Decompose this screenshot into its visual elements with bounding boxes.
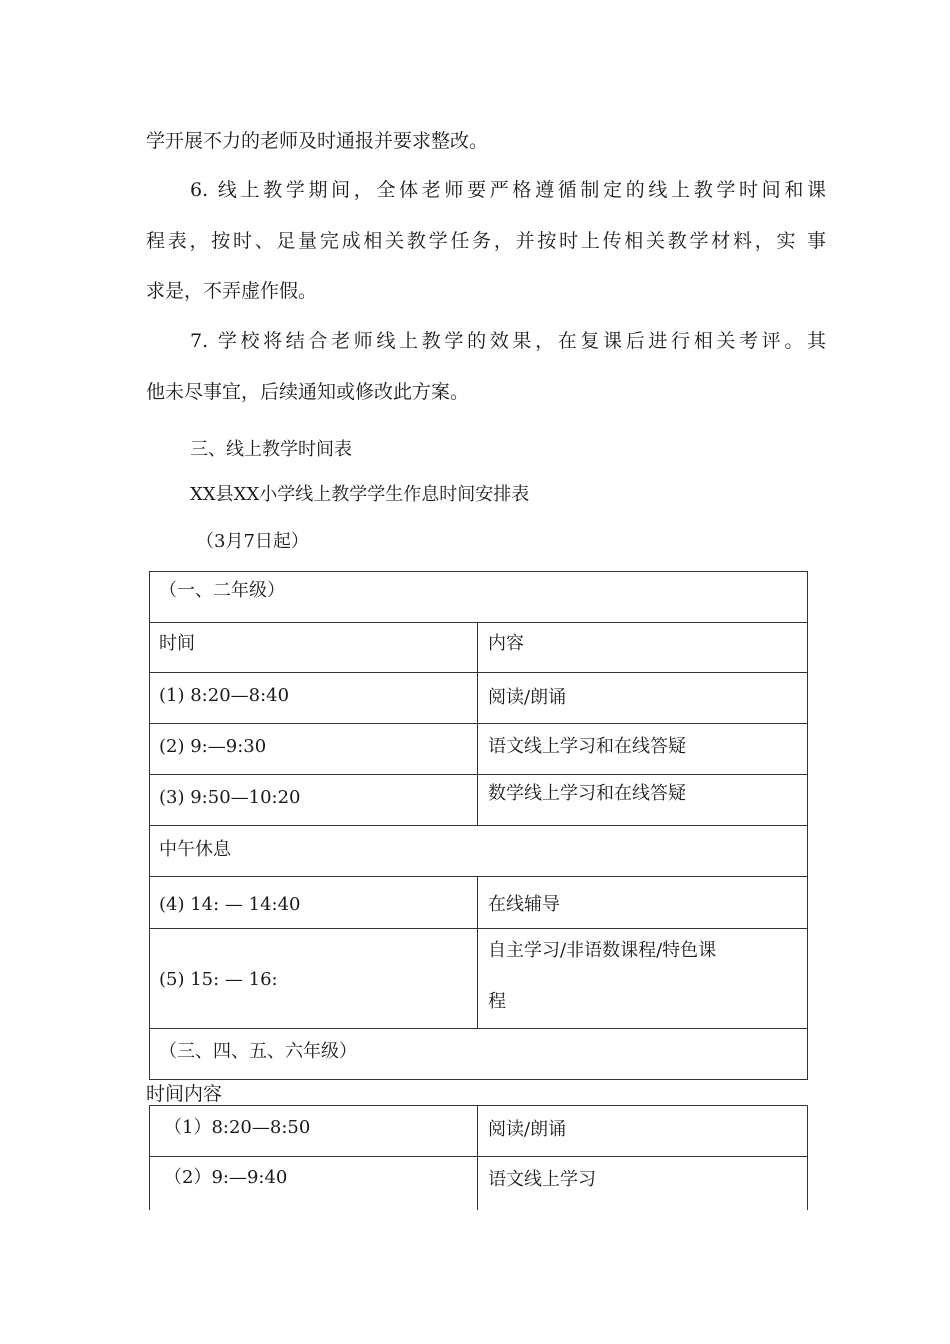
table-cell-time: (4) 14: — 14:40 [159, 894, 301, 915]
table-cell-content: 语文线上学习 [488, 1169, 596, 1190]
paragraph-line: 他未尽事宜，后续通知或修改此方案。 [146, 381, 470, 403]
table-cell-time: (5) 15: — 16: [159, 969, 278, 990]
date-note: （3月7日起） [196, 531, 309, 552]
paragraph-line: 7. 学校将结合老师线上教学的效果，在复课后进行相关考评。其 [190, 330, 826, 352]
table-cell-content: 数学线上学习和在线答疑 [488, 783, 686, 804]
noon-break-row: 中午休息 [159, 839, 231, 860]
group-header-grade-1-2: （一、二年级） [159, 580, 285, 601]
column-header-content: 内容 [488, 633, 524, 654]
table-title: XX县XX小学线上教学学生作息时间安排表 [190, 484, 530, 505]
table-cell-content: 阅读/朗诵 [488, 1119, 567, 1140]
section-heading: 三、线上教学时间表 [190, 439, 352, 460]
table-cell-time: (1) 8:20—8:40 [159, 685, 290, 706]
paragraph-line: 程表，按时、足量完成相关教学任务，并按时上传相关教学材料，实 事 [146, 230, 826, 252]
table-cell-content: 阅读/朗诵 [488, 687, 567, 708]
table-cell-content: 程 [488, 991, 506, 1012]
table-cell-time: （1）8:20—8:50 [164, 1117, 311, 1138]
paragraph-line: 6. 线上教学期间，全体老师要严格遵循制定的线上教学时间和课 [190, 179, 826, 201]
table-cell-time: (2) 9:—9:30 [159, 736, 267, 757]
column-header-time: 时间 [159, 633, 195, 654]
table-cell-time: (3) 9:50—10:20 [159, 787, 301, 808]
table-cell-time: （2）9:—9:40 [164, 1167, 288, 1188]
paragraph-line: 求是，不弄虚作假。 [146, 280, 318, 302]
table-cell-content: 在线辅导 [488, 894, 560, 915]
table-cell-content: 语文线上学习和在线答疑 [488, 736, 686, 757]
group-header-grade-3-6: （三、四、五、六年级） [159, 1041, 357, 1062]
paragraph-line: 学开展不力的老师及时通报并要求整改。 [146, 130, 489, 152]
table-cell-content: 自主学习/非语数课程/特色课 [488, 940, 717, 961]
table2-caption: 时间内容 [146, 1083, 223, 1105]
